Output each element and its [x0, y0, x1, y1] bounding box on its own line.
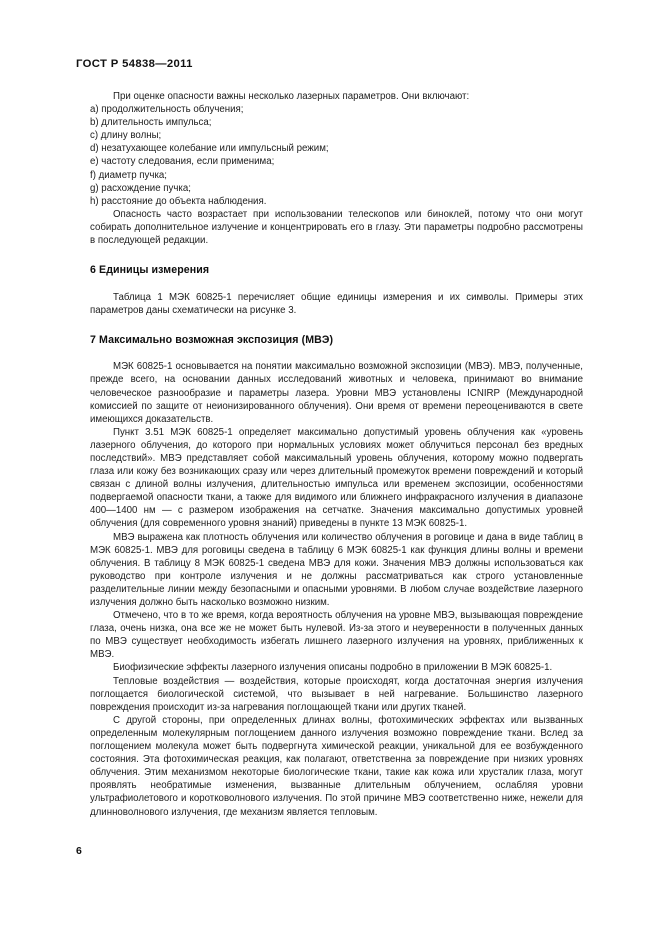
spacer [90, 278, 583, 291]
section-6-paragraph: Таблица 1 МЭК 60825-1 перечисляет общие единицы измерения и их символы. Примеры этих параметров даны схематически на рисунке 3. [90, 291, 583, 316]
spacer [90, 247, 583, 264]
section-7-paragraph: Пункт 3.51 МЭК 60825-1 определяет максимально допустимый уровень облучения как «уровень лазерного облучения, до которого при нормальных условиях может облучиться персонал без вредных последствий». МВЭ представляет собой максимальный уровень облучения, которому можно подвергать глаза или кожу без возникающих сразу или через длительный промежуток времени повреждений и который связан с длиной волны излучения, длительностью импульса или временем экспозиции, особенностями подвергаемой опасности ткани, а также для видимого или ближнего инфракрасного излучения в диапазоне 400—1400 нм — с размером изображения на сетчатке. Значения максимально допустимых уровней облучения (для современного уровня знаний) приведены в пункте 13 МЭК 60825-1. [90, 426, 583, 530]
intro-paragraph: При оценке опасности важны несколько лазерных параметров. Они включают: [113, 91, 470, 102]
list-item: f) диаметр пучка; [90, 169, 167, 181]
list-item: d) незатухающее колебание или импульсный режим; [90, 143, 329, 155]
standard-header: ГОСТ Р 54838—2011 [76, 58, 193, 70]
section-7-paragraph: С другой стороны, при определенных длинах волны, фотохимических эффектах или вызванных определенным молекулярным поглощением данного излучения возможно повреждение ткани. Вслед за поглощением молекула может быть подвергнута химической реакции, уникальной для ее возбужденного состояния. Эта фотохимическая реакция, как полагают, ответственна за повреждение при низких уровнях облучения. Этим механизмом некоторые биологические ткани, такие как кожа или хрусталик глаза, могут проявлять необратимые изменения, вызванные длительным облучением, ослабляя уровни ультрафиолетового и коротковолнового излучения. По этой причине МВЭ соответственно ниже, нежели для длинноволнового излучения, где механизм является тепловым. [90, 714, 583, 818]
list-item: e) частоту следования, если применима; [90, 156, 275, 168]
telescope-paragraph: Опасность часто возрастает при использовании телескопов или биноклей, потому что они могут собирать дополнительное излучение и концентрировать его в глазу. Эти параметры подробно рассмотрены в последующей редакции. [90, 208, 583, 247]
spacer [90, 347, 583, 360]
list-item: g) расхождение пучка; [90, 182, 191, 194]
list-item: h) расстояние до объекта наблюдения. [90, 195, 267, 207]
list-item: c) длину волны; [90, 130, 162, 142]
section-7-paragraph: Биофизические эффекты лазерного излучения описаны подробно в приложении В МЭК 60825-1. [113, 662, 553, 674]
section-7-paragraph: МВЭ выражена как плотность облучения или количество облучения в роговице и дана в виде таблиц в МЭК 60825-1. МВЭ для роговицы сведена в таблицу 6 МЭК 60825-1 как функция длины волны и времени облучения. В таблицу 8 МЭК 60825-1 сведена МВЭ для кожи. Значения МВЭ должны использоваться как руководство при контроле излучения и не должны рассматриваться как строго установленные разделительные линии между безопасными и опасными уровнями. В любом случае воздействие лазерного излучения должно быть насколько возможно низким. [90, 531, 583, 608]
section-7-paragraph: МЭК 60825-1 основывается на понятии максимально возможной экспозиции (МВЭ). МВЭ, полученные, прежде всего, на основании данных исследований животных и человека, принимают во внимание человеческое разнообразие и параметры лазера. Уровни МВЭ установлены ICNIRP (Международной комиссией по защите от неионизированного облучения). Они время от времени переоцениваются в свете имеющихся доказательств. [90, 361, 583, 425]
section-6-heading: 6 Единицы измерения [90, 264, 210, 277]
spacer [90, 317, 583, 334]
section-7-heading: 7 Максимально возможная экспозиция (МВЭ) [90, 333, 334, 346]
section-7-paragraph: Тепловые воздействия — воздействия, которые происходят, когда достаточная энергия излучения поглощается биологической системой, что вызывает в ней нагревание. Большинство лазерного повреждения происходит из-за нагревания поглощающей ткани или других тканей. [90, 675, 583, 713]
page-content [90, 90, 583, 819]
section-7-paragraph: Отмечено, что в то же время, когда вероятность облучения на уровне МВЭ, вызывающая повреждение глаза, очень низка, она все же не может быть нулевой. Из-за этого и неуверенности в полученных данных по МВЭ существует необходимость избегать лишнего лазерного излучения на уровнях, приближенных к МВЭ. [90, 610, 583, 661]
list-item: a) продолжительность облучения; [90, 104, 244, 116]
page-number: 6 [76, 845, 82, 857]
list-item: b) длительность импульса; [90, 117, 212, 129]
